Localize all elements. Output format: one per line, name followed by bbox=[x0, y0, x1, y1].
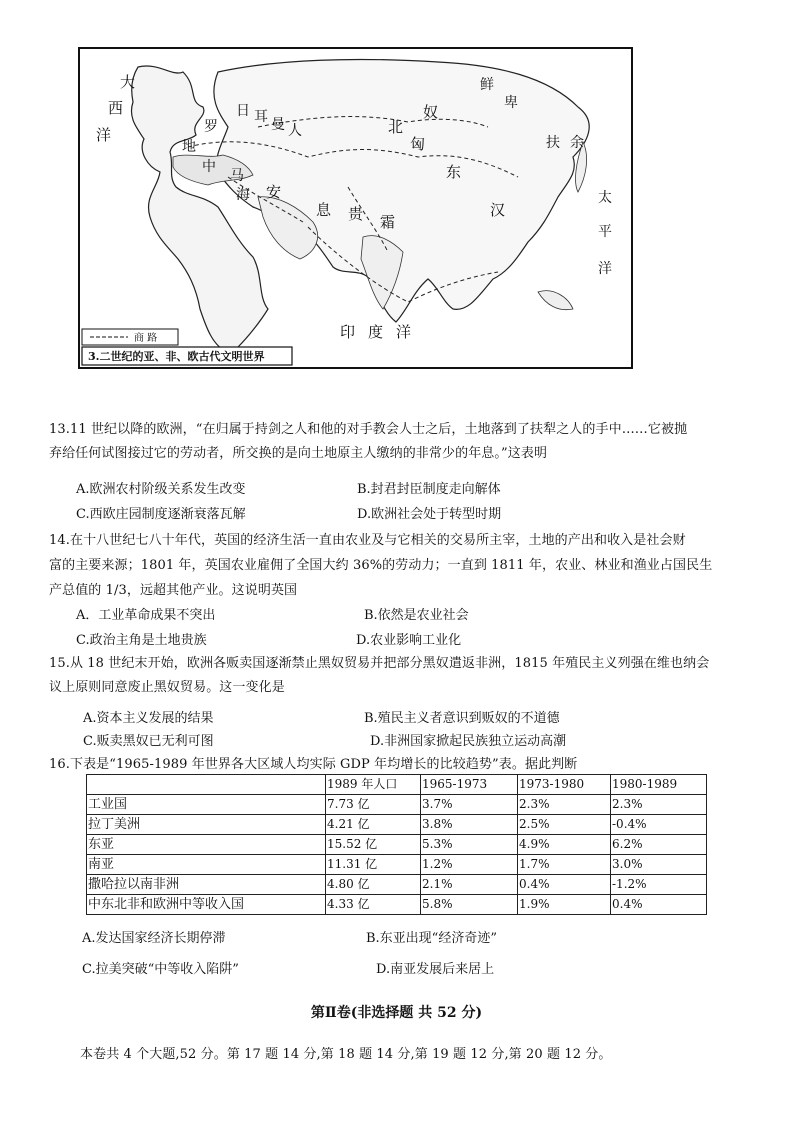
table-cell: 2.5% bbox=[518, 815, 611, 835]
q16-stem-line1: 16.下表是“1965-1989 年世界各大区域人均实际 GDP 年均增长的比较趋势”表。据此判断 bbox=[49, 757, 578, 772]
table-cell: 4.9% bbox=[518, 835, 611, 855]
map-label: 洋 bbox=[96, 126, 112, 144]
table-cell: 0.4% bbox=[611, 895, 707, 915]
table-cell: 3.7% bbox=[421, 795, 518, 815]
map-label: 东 bbox=[446, 163, 462, 181]
map-label: 人 bbox=[288, 123, 302, 139]
table-row bbox=[87, 855, 707, 875]
part-ii-note: 本卷共 4 个大题,52 分。第 17 题 14 分,第 18 题 14 分,第 19 题 12 分,第 20 题 12 分。 bbox=[80, 1047, 612, 1062]
table-cell: 7.73 亿 bbox=[326, 795, 421, 815]
q16-option-b: B.东亚出现“经济奇迹” bbox=[366, 931, 497, 946]
q14-stem-line2: 富的主要来源；1801 年，英国农业雇佣了全国大约 36%的劳动力；一直到 1811 年，农业、林业和渔业占国民生 bbox=[49, 558, 713, 573]
map-label: 西 bbox=[108, 99, 124, 117]
map-label: 海 bbox=[236, 187, 250, 203]
table-row bbox=[87, 835, 707, 855]
table-cell: 4.21 亿 bbox=[326, 815, 421, 835]
table-cell: 3.0% bbox=[611, 855, 707, 875]
map-label: 扶 bbox=[546, 135, 560, 151]
table-cell: 东亚 bbox=[87, 835, 326, 855]
map-svg bbox=[78, 47, 633, 369]
table-cell: 2.3% bbox=[518, 795, 611, 815]
map-label: 洋 bbox=[396, 323, 412, 341]
gdp-growth-table bbox=[86, 774, 707, 915]
q14-option-b: B.依然是农业社会 bbox=[364, 608, 469, 623]
table-cell: 6.2% bbox=[611, 835, 707, 855]
q16-option-d: D.南亚发展后来居上 bbox=[376, 962, 495, 977]
table-cell: 2.3% bbox=[611, 795, 707, 815]
q15-stem-line2: 议上原则同意废止黑奴贸易。这一变化是 bbox=[49, 680, 285, 695]
table-cell: 撒哈拉以南非洲 bbox=[87, 875, 326, 895]
table-cell: 4.33 亿 bbox=[326, 895, 421, 915]
q15-option-c: C.贩卖黑奴已无利可图 bbox=[83, 734, 214, 749]
table-cell: 4.80 亿 bbox=[326, 875, 421, 895]
table-cell: 1.7% bbox=[518, 855, 611, 875]
q16-option-a: A.发达国家经济长期停滞 bbox=[82, 931, 226, 946]
map-label: 匈 bbox=[410, 135, 426, 153]
table-cell: 11.31 亿 bbox=[326, 855, 421, 875]
legend-label: 商 路 bbox=[134, 333, 158, 344]
table-header-cell: 1965-1973 bbox=[421, 775, 518, 795]
map-label: 奴 bbox=[423, 103, 439, 121]
map-label: 马 bbox=[230, 168, 244, 184]
table-cell: 南亚 bbox=[87, 855, 326, 875]
q15-stem-line1: 15.从 18 世纪末开始，欧洲各贩卖国逐渐禁止黑奴贸易并把部分黑奴遣返非洲，1815 年殖民主义列强在维也纳会 bbox=[49, 656, 710, 671]
map-label: 耳 bbox=[254, 109, 268, 125]
map-label: 余 bbox=[570, 135, 584, 151]
table-header-row bbox=[87, 775, 707, 795]
map-label: 印 bbox=[340, 323, 356, 341]
map-caption: 3.二世纪的亚、非、欧古代文明世界 bbox=[88, 350, 265, 363]
q13-option-d: D.欧洲社会处于转型时期 bbox=[357, 507, 502, 522]
table-cell: 1.2% bbox=[421, 855, 518, 875]
q14-option-c: C.政治主角是土地贵族 bbox=[76, 633, 207, 648]
table-cell: 5.8% bbox=[421, 895, 518, 915]
map-label: 霜 bbox=[380, 213, 396, 231]
table-row bbox=[87, 875, 707, 895]
table-row bbox=[87, 795, 707, 815]
map-label: 安 bbox=[266, 183, 282, 201]
q14-option-d: D.农业影响工业化 bbox=[356, 633, 462, 648]
q13-option-b: B.封君封臣制度走向解体 bbox=[357, 482, 501, 497]
table-cell: 0.4% bbox=[518, 875, 611, 895]
table-row bbox=[87, 895, 707, 915]
q14-stem-line1: 14.在十八世纪七八十年代，英国的经济生活一直由农业及与它相关的交易所主宰，土地的产出和收入是社会财 bbox=[49, 533, 686, 548]
q13-option-a: A.欧洲农村阶级关系发生改变 bbox=[76, 482, 246, 497]
map-label: 鲜 bbox=[480, 77, 494, 93]
q15-option-b: B.殖民主义者意识到贩奴的不道德 bbox=[364, 711, 560, 726]
map-label: 卑 bbox=[504, 95, 518, 111]
map-label: 息 bbox=[316, 201, 332, 219]
map-label: 地 bbox=[182, 139, 196, 155]
map-label: 罗 bbox=[204, 119, 218, 135]
map-label: 大 bbox=[120, 73, 136, 91]
table-header-cell: 1989 年人口 bbox=[326, 775, 421, 795]
part-ii-title: 第Ⅱ卷(非选择题 共 52 分) bbox=[310, 1005, 483, 1021]
table-header-cell: 1973-1980 bbox=[518, 775, 611, 795]
map-label: 曼 bbox=[271, 117, 285, 133]
q14-stem-line3: 产总值的 1/3，远超其他产业。这说明英国 bbox=[49, 583, 298, 598]
q15-option-a: A.资本主义发展的结果 bbox=[83, 711, 214, 726]
map-label: 洋 bbox=[598, 261, 612, 277]
q13-option-c: C.西欧庄园制度逐渐衰落瓦解 bbox=[76, 507, 246, 522]
table-cell: -0.4% bbox=[611, 815, 707, 835]
map-label: 北 bbox=[388, 118, 404, 136]
map-label: 中 bbox=[202, 159, 216, 175]
table-cell: 3.8% bbox=[421, 815, 518, 835]
table-cell: 1.9% bbox=[518, 895, 611, 915]
table-cell: 2.1% bbox=[421, 875, 518, 895]
map-label: 贵 bbox=[348, 205, 364, 223]
q14-option-a: A．工业革命成果不突出 bbox=[76, 608, 216, 623]
table-cell: -1.2% bbox=[611, 875, 707, 895]
table-cell: 5.3% bbox=[421, 835, 518, 855]
table-row bbox=[87, 815, 707, 835]
map-label: 日 bbox=[236, 103, 250, 119]
table-cell: 中东北非和欧洲中等收入国 bbox=[87, 895, 326, 915]
table-cell: 拉丁美洲 bbox=[87, 815, 326, 835]
map-label: 太 bbox=[598, 190, 612, 206]
q16-option-c: C.拉美突破“中等收入陷阱” bbox=[82, 962, 239, 977]
map-label: 平 bbox=[598, 224, 612, 240]
q13-stem-line2: 弃给任何试图接过它的劳动者，所交换的是向土地原主人缴纳的非常少的年息。”这表明 bbox=[49, 446, 548, 461]
q13-stem-line1: 13.11 世纪以降的欧洲，“在归属于持剑之人和他的对手教会人士之后，土地落到了扶犁之人的手中……它被抛 bbox=[49, 422, 688, 437]
table-header-cell bbox=[87, 775, 326, 795]
map-label: 汉 bbox=[490, 201, 506, 219]
table-header-cell: 1980-1989 bbox=[611, 775, 707, 795]
map-label: 度 bbox=[368, 323, 384, 341]
q15-option-d: D.非洲国家掀起民族独立运动高潮 bbox=[370, 734, 567, 749]
historical-map bbox=[78, 47, 633, 369]
table-cell: 工业国 bbox=[87, 795, 326, 815]
table-cell: 15.52 亿 bbox=[326, 835, 421, 855]
